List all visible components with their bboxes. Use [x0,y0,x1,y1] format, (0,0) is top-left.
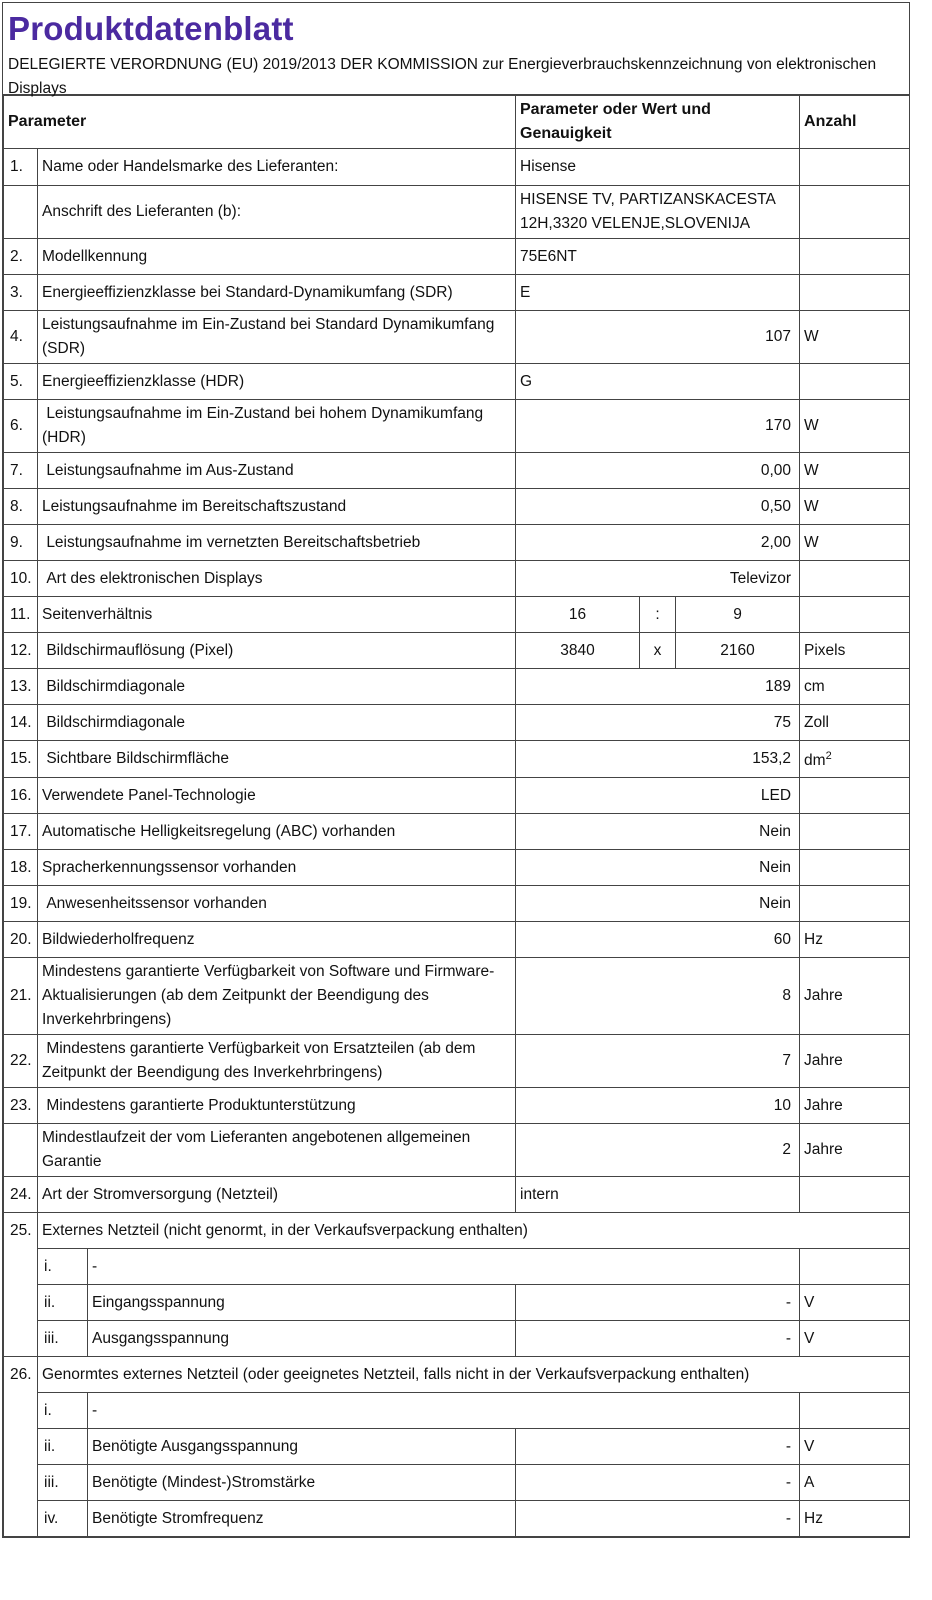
unit-text: W [804,328,819,345]
unit-text: W [804,417,819,434]
row-number: 23. [4,1088,38,1124]
row-number: 1. [4,149,38,186]
row-number: 12. [4,633,38,669]
row-value: 2 [516,1124,800,1177]
table-row [4,814,910,850]
row-number: 2. [4,239,38,275]
table-row [4,275,910,311]
row-label: Mindestens garantierte Verfügbarkeit von Software und Firmware-Aktualisierungen (ab dem Zeitpunkt der Beendigung des Inverkehrbringens) [38,958,516,1035]
row-unit [800,239,910,275]
row-unit [800,489,910,525]
row-value: 170 [516,400,800,453]
section-header-row [4,1213,910,1249]
sub-row-number: iii. [38,1321,88,1357]
row-label: Energieeffizienzklasse bei Standard-Dynamikumfang (SDR) [38,275,516,311]
sub-row [4,1465,910,1501]
sub-row [4,1393,910,1429]
table-row [4,850,910,886]
row-label: Mindestens garantierte Produktunterstützung [38,1088,516,1124]
row-label: Mindestlaufzeit der vom Lieferanten angebotenen allgemeinen Garantie [38,1124,516,1177]
table-row [4,1035,910,1088]
sub-row-unit: A [800,1465,910,1501]
row-value: 7 [516,1035,800,1088]
row-number: 21. [4,958,38,1035]
row-unit [800,400,910,453]
row-unit [800,850,910,886]
row-unit [800,886,910,922]
unit-text: Zoll [804,713,829,731]
table-header-row [4,96,910,149]
row-unit [800,453,910,489]
sub-row-unit: V [800,1429,910,1465]
table-row [4,364,910,400]
row-number: 22. [4,1035,38,1088]
row-value: Nein [516,814,800,850]
row-value: 60 [516,922,800,958]
row-label: Mindestens garantierte Verfügbarkeit von Ersatzteilen (ab dem Zeitpunkt der Beendigung des Inverkehrbringens) [38,1035,516,1088]
row-label: Leistungsaufnahme im vernetzten Bereitschaftsbetrieb [38,525,516,561]
sub-row-label: Benötigte (Mindest-)Stromstärke [88,1465,516,1501]
row-number: 20. [4,922,38,958]
table-row [4,561,910,597]
row-number: 24. [4,1177,38,1213]
row-value: 8 [516,958,800,1035]
row-unit [800,633,910,669]
row-value: Nein [516,886,800,922]
product-data-sheet [2,2,910,1538]
row-value: 75 [516,705,800,741]
header-parameter: Parameter [4,96,516,149]
page-title: Produktdatenblatt [8,10,294,47]
row-unit [800,186,910,239]
row-unit [800,814,910,850]
row-unit [800,669,910,705]
row-unit [800,778,910,814]
row-value: 2,00 [516,525,800,561]
row-unit [800,1035,910,1088]
table-row [4,400,910,453]
indent-cell [4,1285,38,1321]
indent-cell [4,1393,38,1429]
sub-row-unit [800,1249,910,1285]
row-unit [800,311,910,364]
sub-row-unit: V [800,1285,910,1321]
sub-row-label: Ausgangsspannung [88,1321,516,1357]
row-number: 11. [4,597,38,633]
row-number: 18. [4,850,38,886]
row-value-1: 16 [516,597,640,633]
row-number: 7. [4,453,38,489]
sub-row-label: Eingangsspannung [88,1285,516,1321]
row-unit [800,922,910,958]
table-row [4,633,910,669]
section-label: Externes Netzteil (nicht genormt, in der Verkaufsverpackung enthalten) [38,1213,910,1249]
row-number: 10. [4,561,38,597]
data-table [3,95,910,1537]
table-row [4,525,910,561]
section-label: Genormtes externes Netzteil (oder geeignetes Netzteil, falls nicht in der Verkaufsverpackung enthalten) [38,1357,910,1393]
indent-cell [4,1429,38,1465]
row-value: 153,2 [516,741,800,778]
row-label: Leistungsaufnahme im Ein-Zustand bei hohem Dynamikumfang (HDR) [38,400,516,453]
row-label: Bildwiederholfrequenz [38,922,516,958]
table-row [4,741,910,778]
row-number: 19. [4,886,38,922]
header-unit: Anzahl [800,96,910,149]
row-number: 5. [4,364,38,400]
row-number: 13. [4,669,38,705]
sub-row-value: - [516,1501,800,1537]
row-label: Verwendete Panel-Technologie [38,778,516,814]
section-number: 25. [4,1213,38,1249]
row-unit [800,275,910,311]
unit-text: W [804,461,819,479]
row-unit [800,364,910,400]
unit-text: Hz [804,930,823,948]
row-number: 14. [4,705,38,741]
sub-row-value: - [516,1285,800,1321]
row-value: Nein [516,850,800,886]
table-row [4,311,910,364]
table-row [4,239,910,275]
table-row [4,597,910,633]
row-number [4,1124,38,1177]
sub-row [4,1429,910,1465]
row-unit [800,1088,910,1124]
row-unit [800,597,910,633]
sub-row-unit: V [800,1321,910,1357]
row-unit [800,741,910,778]
row-number: 16. [4,778,38,814]
unit-text: W [804,497,819,515]
row-value-2: 2160 [676,633,800,669]
sub-row-label: - [88,1393,800,1429]
sub-row-label: - [88,1249,800,1285]
row-value: Televizor [516,561,800,597]
row-number [4,186,38,239]
table-row [4,886,910,922]
row-unit [800,1177,910,1213]
sub-row-number: i. [38,1393,88,1429]
unit-text: W [804,533,819,551]
row-value: 75E6NT [516,239,800,275]
row-label: Art der Stromversorgung (Netzteil) [38,1177,516,1213]
section-header-row [4,1357,910,1393]
sub-row-label: Benötigte Ausgangsspannung [88,1429,516,1465]
section-number: 26. [4,1357,38,1393]
page-subtitle: DELEGIERTE VERORDNUNG (EU) 2019/2013 DER KOMMISSION zur Energieverbrauchskennzeichnung von elektronischen Displays [3,47,909,95]
table-row [4,922,910,958]
sub-row-unit: Hz [800,1501,910,1537]
row-number: 17. [4,814,38,850]
row-label: Seitenverhältnis [38,597,516,633]
row-label: Leistungsaufnahme im Bereitschaftszustand [38,489,516,525]
row-label: Automatische Helligkeitsregelung (ABC) vorhanden [38,814,516,850]
row-label: Energieeffizienzklasse (HDR) [38,364,516,400]
row-unit [800,525,910,561]
table-row [4,453,910,489]
sub-row-value: - [516,1429,800,1465]
row-value: 189 [516,669,800,705]
indent-cell [4,1249,38,1285]
unit-text: Jahre [804,1141,843,1158]
unit-text: cm [804,677,825,695]
sub-row-number: iv. [38,1501,88,1537]
table-row [4,778,910,814]
unit-text: Jahre [804,1096,843,1114]
row-value: intern [516,1177,800,1213]
sub-row [4,1501,910,1537]
row-number: 9. [4,525,38,561]
sub-row-number: ii. [38,1429,88,1465]
sub-row-value: - [516,1321,800,1357]
sub-row-value: - [516,1465,800,1501]
row-number: 15. [4,741,38,778]
unit-text: dm [804,752,826,770]
sub-row-number: ii. [38,1285,88,1321]
row-value: 10 [516,1088,800,1124]
row-value-1: 3840 [516,633,640,669]
row-label: Anwesenheitssensor vorhanden [38,886,516,922]
table-row [4,705,910,741]
row-number: 8. [4,489,38,525]
row-label: Sichtbare Bildschirmfläche [38,741,516,778]
unit-superscript: 2 [825,750,832,763]
sub-row [4,1285,910,1321]
sub-row-label: Benötigte Stromfrequenz [88,1501,516,1537]
row-label: Name oder Handelsmarke des Lieferanten: [38,149,516,186]
table-row [4,958,910,1035]
header-value: Parameter oder Wert und Genauigkeit [516,96,800,149]
row-value: Hisense [516,149,800,186]
row-value: HISENSE TV, PARTIZANSKACESTA 12H,3320 VELENJE,SLOVENIJA [516,186,800,239]
table-row [4,489,910,525]
sub-row [4,1321,910,1357]
indent-cell [4,1321,38,1357]
row-label: Art des elektronischen Displays [38,561,516,597]
row-label: Spracherkennungssensor vorhanden [38,850,516,886]
row-value: G [516,364,800,400]
row-label: Bildschirmauflösung (Pixel) [38,633,516,669]
row-value: 0,50 [516,489,800,525]
unit-text: Jahre [804,1052,843,1069]
row-value: E [516,275,800,311]
row-label: Anschrift des Lieferanten (b): [38,186,516,239]
row-label: Modellkennung [38,239,516,275]
row-unit [800,705,910,741]
row-value-2: 9 [676,597,800,633]
row-unit [800,149,910,186]
sub-row-number: iii. [38,1465,88,1501]
row-value: 0,00 [516,453,800,489]
indent-cell [4,1501,38,1537]
row-label: Bildschirmdiagonale [38,705,516,741]
row-value-separator: : [640,597,676,633]
unit-text: Jahre [804,987,843,1004]
row-label: Bildschirmdiagonale [38,669,516,705]
table-row [4,149,910,186]
table-row [4,1177,910,1213]
indent-cell [4,1465,38,1501]
row-number: 4. [4,311,38,364]
table-row [4,669,910,705]
unit-text: Pixels [804,641,846,659]
row-unit [800,561,910,597]
table-row [4,186,910,239]
sub-row [4,1249,910,1285]
sub-row-unit [800,1393,910,1429]
row-value-separator: x [640,633,676,669]
row-unit [800,958,910,1035]
table-row [4,1124,910,1177]
table-row [4,1088,910,1124]
sub-row-number: i. [38,1249,88,1285]
row-label: Leistungsaufnahme im Ein-Zustand bei Standard Dynamikumfang (SDR) [38,311,516,364]
row-label: Leistungsaufnahme im Aus-Zustand [38,453,516,489]
row-number: 3. [4,275,38,311]
row-value: 107 [516,311,800,364]
row-unit [800,1124,910,1177]
row-value: LED [516,778,800,814]
row-number: 6. [4,400,38,453]
